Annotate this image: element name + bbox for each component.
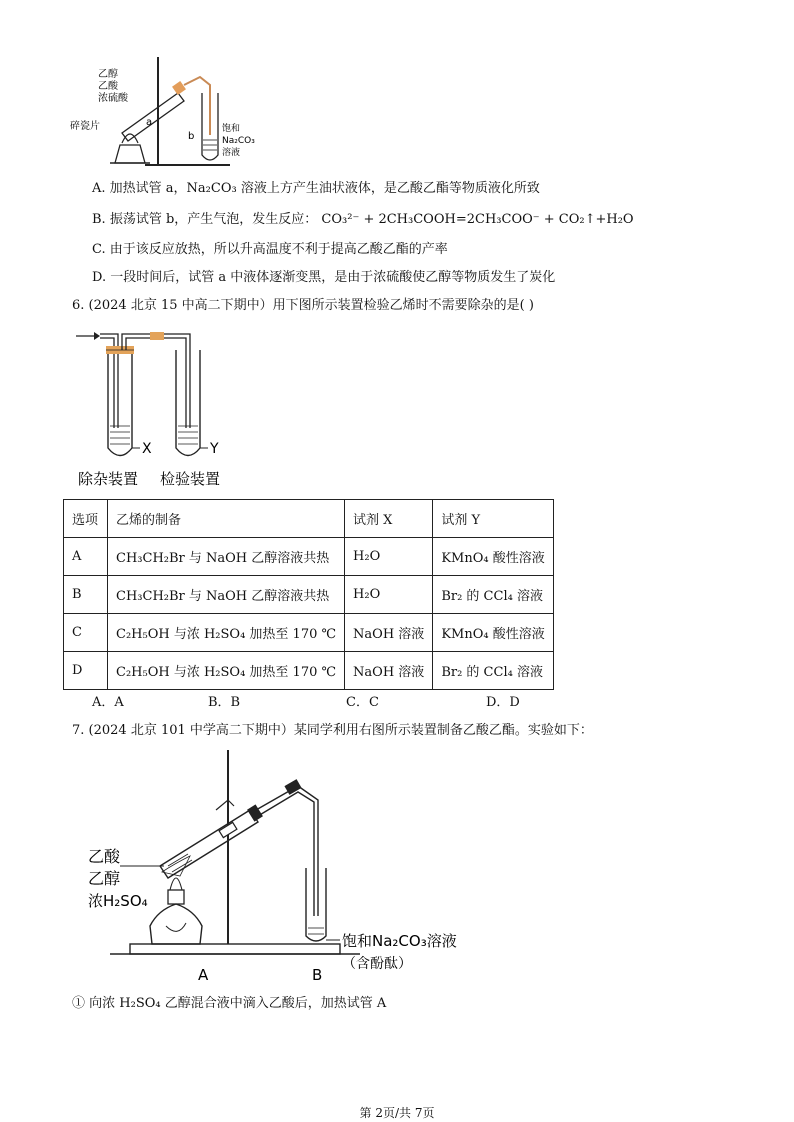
q7-apparatus-figure: [70, 748, 490, 988]
q5-option-b: [92, 211, 634, 229]
table-cell: D: [64, 652, 108, 690]
table-cell: NaOH 溶液: [345, 614, 433, 652]
table-cell: NaOH 溶液: [345, 652, 433, 690]
table-row: [64, 614, 554, 652]
q7-label-acid: 乙酸: [88, 847, 121, 866]
q6-label-x: X: [142, 441, 152, 457]
q6-label-y: Y: [210, 441, 219, 457]
q6-stem: 6. (2024 北京 15 中高二下期中）用下图所示装置检验乙烯时不需要除杂的是( ): [72, 298, 534, 313]
table-header-row: [64, 500, 554, 538]
fig5-label-reagents-1: 乙醇: [98, 69, 118, 80]
table-header-cell: 试剂 Y: [433, 500, 553, 538]
q7-step-1: ① 向浓 H₂SO₄ 乙醇混合液中滴入乙酸后，加热试管 A: [72, 996, 387, 1011]
q7-label-b: B: [312, 966, 323, 984]
q6-caption-right: 检验装置: [160, 470, 221, 488]
fig5-label-b: b: [188, 131, 195, 142]
table-cell: C₂H₅OH 与浓 H₂SO₄ 加热至 170 ℃: [108, 652, 345, 690]
q5-option-b-equation: CO₃²⁻ + 2CH₃COOH=2CH₃COO⁻ + CO₂↑+H₂O: [321, 212, 634, 227]
q5-option-a: A. 加热试管 a，Na₂CO₃ 溶液上方产生油状液体，是乙酸乙酯等物质液化所致: [92, 181, 540, 196]
fig5-label-sol-2: Na₂CO₃: [222, 136, 255, 146]
fig5-label-reagents-3: 浓硫酸: [98, 93, 128, 104]
table-cell: CH₃CH₂Br 与 NaOH 乙醇溶液共热: [108, 538, 345, 576]
fig5-label-sol-1: 饱和: [222, 124, 241, 134]
table-header-cell: 选项: [64, 500, 108, 538]
page-footer: 第 2页/共 7页: [359, 1106, 435, 1120]
table-header-cell: 乙烯的制备: [108, 500, 345, 538]
q7-label-solution: 饱和Na₂CO₃溶液: [342, 932, 457, 950]
q7-stem: 7. (2024 北京 101 中学高二下期中）某同学利用右图所示装置制备乙酸乙酯。实验如下：: [72, 723, 593, 738]
table-cell: C₂H₅OH 与浓 H₂SO₄ 加热至 170 ℃: [108, 614, 345, 652]
table-row: [64, 576, 554, 614]
q5-option-c: C. 由于该反应放热，所以升高温度不利于提高乙酸乙酯的产率: [92, 242, 448, 257]
table-header-cell: 试剂 X: [345, 500, 433, 538]
table-cell: CH₃CH₂Br 与 NaOH 乙醇溶液共热: [108, 576, 345, 614]
q5-option-d: D. 一段时间后，试管 a 中液体逐渐变黑，是由于浓硫酸使乙醇等物质发生了炭化: [92, 270, 556, 285]
q6-answer-a: A．A: [92, 695, 124, 710]
q7-label-phenolphthalein: （含酚酞）: [342, 956, 412, 972]
table-cell: B: [64, 576, 108, 614]
fig5-label-sol-3: 溶液: [222, 148, 241, 158]
fig5-label-a: a: [146, 117, 153, 128]
q6-apparatus-figure: [68, 318, 268, 493]
q7-label-h2so4: 浓H₂SO₄: [88, 892, 148, 910]
table-cell: C: [64, 614, 108, 652]
q5-option-b-text: B. 振荡试管 b，产生气泡，发生反应：: [92, 212, 318, 227]
table-cell: KMnO₄ 酸性溶液: [433, 614, 553, 652]
fig5-label-chips: 碎瓷片: [70, 121, 100, 132]
table-cell: Br₂ 的 CCl₄ 溶液: [433, 576, 553, 614]
q6-caption-left: 除杂装置: [78, 470, 139, 488]
q6-answer-b: B．B: [208, 695, 241, 710]
table-row: [64, 652, 554, 690]
table-cell: A: [64, 538, 108, 576]
q7-label-ethanol: 乙醇: [88, 869, 121, 888]
q6-answer-c: C．C: [346, 695, 379, 710]
table-cell: KMnO₄ 酸性溶液: [433, 538, 553, 576]
fig5-label-reagents-2: 乙酸: [98, 81, 118, 92]
q5-apparatus-figure: [60, 55, 260, 170]
table-cell: H₂O: [345, 538, 433, 576]
q7-label-a: A: [198, 966, 209, 984]
table-row: [64, 538, 554, 576]
table-cell: H₂O: [345, 576, 433, 614]
q6-answer-d: D．D: [486, 695, 520, 710]
table-cell: Br₂ 的 CCl₄ 溶液: [433, 652, 553, 690]
q6-reagent-table: [63, 499, 554, 690]
